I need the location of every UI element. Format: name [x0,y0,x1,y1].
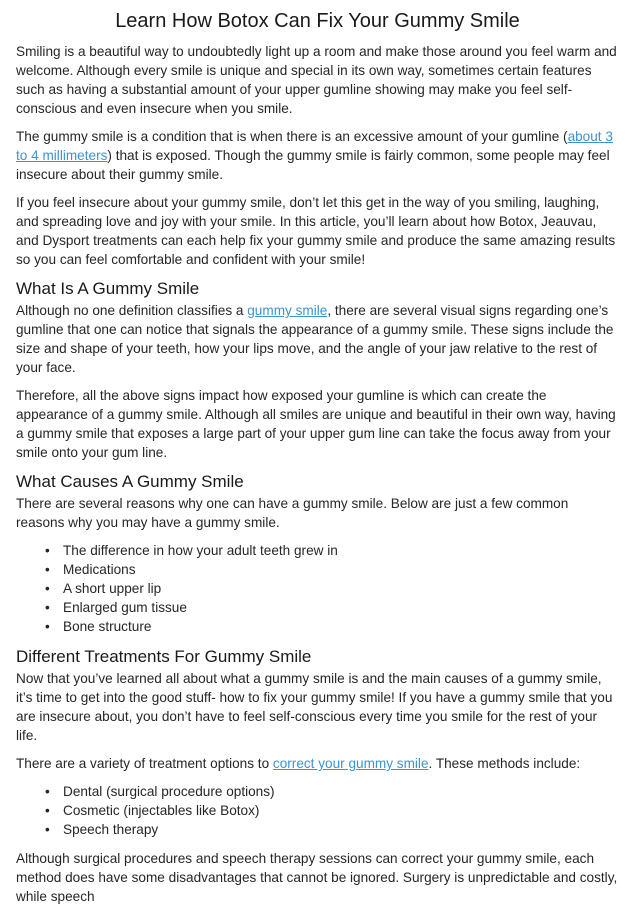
intro-paragraph-1 [16,42,619,118]
treatments-paragraph-2-post: . These methods include: [428,756,581,771]
causes-paragraph-1-text: There are several reasons why one can have a gummy smile. Below are just a few common reasons why you may have a gummy smile. [16,496,569,530]
link-about-3-to-4-millimeters[interactable]: about 3 to 4 millimeters [16,129,613,163]
heading-what-causes-a-gummy-smile: What Causes A Gummy Smile [16,472,244,491]
treatments-paragraph-2 [16,754,619,773]
causes-bullet-list [16,541,619,636]
list-item: • Bone structure [16,617,619,636]
treatments-paragraph-1-text: Now that you’ve learned all about what a gummy smile is and the main causes of a gummy smile, it’s time to get into the good stuff- how to fix your gummy smile! If you have a gummy smile that you are insecure about, you don’t have to feel self-conscious every time you smile for the rest of your life. [16,671,613,743]
list-item: • Enlarged gum tissue [16,598,619,617]
list-item: • Medications [16,560,619,579]
list-item: • Dental (surgical procedure options) [16,782,619,801]
intro-paragraph-3 [16,193,619,269]
intro-paragraph-2-post: ) that is exposed. Though the gummy smile is fairly common, some people may feel insecure about their gummy smile. [16,148,610,182]
what-is-paragraph-1 [16,301,619,377]
link-correct-your-gummy-smile[interactable]: correct your gummy smile [272,756,429,771]
what-is-paragraph-1-post: , there are several visual signs regarding one’s gumline that one can notice that signals the appearance of a gummy smile. These signs include the size and shape of your teeth, how your lips move, and the angle of your jaw relative to the rest of your face. [16,303,614,375]
list-item: • The difference in how your adult teeth grew in [16,541,619,560]
what-is-paragraph-1-pre: Although no one definition classifies a [16,303,248,318]
treatments-paragraph-1 [16,669,619,745]
list-item: • A short upper lip [16,579,619,598]
treatments-bullet-list [16,782,619,839]
treatments-paragraph-2-pre: There are a variety of treatment options to [16,756,273,771]
link-gummy-smile[interactable]: gummy smile [247,303,328,318]
what-is-paragraph-2-text: Therefore, all the above signs impact how exposed your gumline is which can create the appearance of a gummy smile. Although all smiles are unique and beautiful in their own way, having a gummy smile that exposes a large part of your upper gum line can take the focus away from your smile onto your gum line. [16,388,616,460]
list-item: • Speech therapy [16,820,619,839]
intro-paragraph-3-text: If you feel insecure about your gummy smile, don’t let this get in the way of you smiling, laughing, and spreading love and joy with your smile. In this article, you’ll learn about how Botox, Jeauvau, and Dysport treatments can each help fix your gummy smile and produce the same amazing results so you can feel comfortable and confident with your smile! [16,195,616,267]
treatments-paragraph-3-text: Although surgical procedures and speech therapy sessions can correct your gummy smile, each method does have some disadvantages that cannot be ignored. Surgery is unpredictable and costly, while speech [16,851,618,904]
list-item: • Cosmetic (injectables like Botox) [16,801,619,820]
what-is-paragraph-2 [16,386,619,462]
heading-what-is-a-gummy-smile: What Is A Gummy Smile [16,279,200,298]
heading-different-treatments-for-gummy-smile: Different Treatments For Gummy Smile [16,647,312,666]
page-title: Learn How Botox Can Fix Your Gummy Smile [115,10,520,32]
treatments-paragraph-3 [16,849,619,906]
intro-paragraph-1-text: Smiling is a beautiful way to undoubtedly light up a room and make those around you feel warm and welcome. Although every smile is unique and special in its own way, sometimes certain features such as having a substantial amount of your upper gumline showing may make you feel self-conscious and even insecure when you smile. [16,44,617,116]
intro-paragraph-2-pre: The gummy smile is a condition that is when there is an excessive amount of your gumline ( [16,129,568,144]
causes-paragraph-1 [16,494,619,532]
intro-paragraph-2 [16,127,619,184]
